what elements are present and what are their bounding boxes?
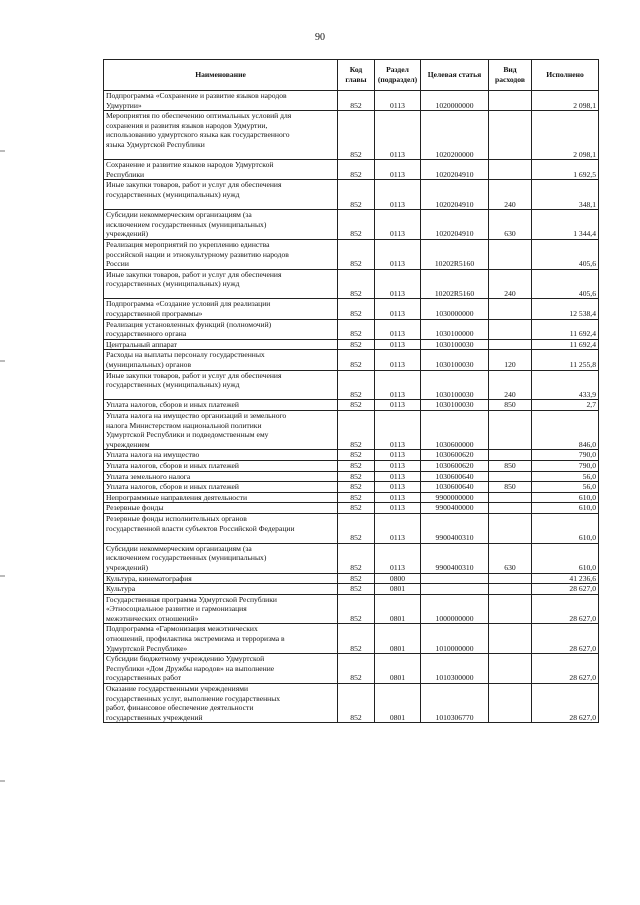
table-row — [104, 584, 599, 595]
row-name — [104, 299, 338, 319]
row-code: 852 — [338, 299, 375, 319]
header-amount: Исполнено — [532, 60, 599, 91]
row-article: 1030100030 — [421, 350, 489, 370]
row-section: 0801 — [375, 584, 421, 595]
table-row — [104, 180, 599, 210]
row-name-line: Иные закупки товаров, работ и услуг для обеспечения — [106, 370, 282, 380]
row-code: 852 — [338, 482, 375, 493]
row-name — [104, 654, 338, 684]
row-name-line: работ, финансовое обеспечение деятельности — [106, 703, 254, 713]
row-name-line: учреждением — [106, 439, 150, 449]
row-name — [104, 594, 338, 624]
row-kind — [489, 239, 532, 269]
row-code: 852 — [338, 350, 375, 370]
row-article: 1030600640 — [421, 482, 489, 493]
margin-mark — [0, 780, 5, 782]
row-section: 0801 — [375, 594, 421, 624]
row-amount: 610,0 — [532, 492, 599, 503]
row-code: 852 — [338, 573, 375, 584]
table-row — [104, 460, 599, 471]
row-name-line: Иные закупки товаров, работ и услуг для обеспечения — [106, 269, 282, 279]
row-kind — [489, 339, 532, 350]
row-code: 852 — [338, 513, 375, 543]
row-code: 852 — [338, 339, 375, 350]
table-body — [104, 91, 599, 723]
row-kind — [489, 91, 532, 111]
row-section: 0113 — [375, 91, 421, 111]
row-section: 0113 — [375, 239, 421, 269]
row-code: 852 — [338, 91, 375, 111]
row-article: 9900400000 — [421, 503, 489, 514]
row-kind — [489, 450, 532, 461]
row-article: 1010300000 — [421, 654, 489, 684]
row-name-line — [106, 200, 335, 210]
row-name — [104, 111, 338, 160]
row-name-line: России — [106, 259, 129, 269]
row-name-line: налога Министерством национальной политики — [106, 420, 262, 430]
row-code: 852 — [338, 210, 375, 240]
row-kind — [489, 471, 532, 482]
row-name-line: Субсидии бюджетному учреждению Удмуртской — [106, 654, 265, 664]
row-code: 852 — [338, 503, 375, 514]
row-name — [104, 411, 338, 450]
row-amount: 1 692,5 — [532, 160, 599, 180]
row-name-line: Субсидии некоммерческим организациям (за — [106, 210, 252, 220]
row-kind — [489, 513, 532, 543]
row-name — [104, 91, 338, 111]
row-amount: 405,6 — [532, 239, 599, 269]
row-name — [104, 543, 338, 573]
row-name-line: Уплата налогов, сборов и иных платежей — [106, 482, 239, 492]
row-name-line: Культура — [106, 584, 136, 594]
budget-execution-table — [103, 59, 599, 723]
row-name-line: языка Удмуртской Республики — [106, 139, 205, 149]
row-article: 1030000000 — [421, 299, 489, 319]
row-section: 0113 — [375, 482, 421, 493]
row-kind: 630 — [489, 210, 532, 240]
table-row — [104, 319, 599, 339]
row-name — [104, 684, 338, 723]
table-row — [104, 239, 599, 269]
row-article: 1020204910 — [421, 210, 489, 240]
row-name — [104, 319, 338, 339]
row-section: 0801 — [375, 624, 421, 654]
row-code: 852 — [338, 543, 375, 573]
row-name — [104, 210, 338, 240]
row-kind — [489, 299, 532, 319]
row-name-line: межэтнических отношений» — [106, 613, 199, 623]
margin-mark — [0, 575, 5, 577]
table-header-row — [104, 60, 599, 91]
row-code: 852 — [338, 584, 375, 595]
row-name-line: Уплата налога на имущество организаций и земельного — [106, 411, 287, 420]
row-amount: 433,9 — [532, 370, 599, 400]
row-name-line: государственных услуг, выполнение государственных — [106, 693, 281, 703]
row-kind: 240 — [489, 370, 532, 400]
table-row — [104, 450, 599, 461]
table-row — [104, 370, 599, 400]
row-name-line: Уплата налогов, сборов и иных платежей — [106, 400, 239, 410]
row-name-line: Иные закупки товаров, работ и услуг для обеспечения — [106, 180, 282, 190]
row-name-line: Удмуртии» — [106, 100, 142, 110]
row-section: 0113 — [375, 160, 421, 180]
row-name-line: исключением государственных (муниципальных) — [106, 553, 267, 563]
row-amount: 11 255,8 — [532, 350, 599, 370]
row-amount: 1 344,4 — [532, 210, 599, 240]
row-name-line: Центральный аппарат — [106, 339, 178, 349]
row-code: 852 — [338, 239, 375, 269]
row-amount: 28 627,0 — [532, 654, 599, 684]
row-name-line: Расходы на выплаты персоналу государственных — [106, 350, 265, 360]
row-amount: 28 627,0 — [532, 684, 599, 723]
row-article: 1020204910 — [421, 180, 489, 210]
row-kind: 850 — [489, 482, 532, 493]
row-article: 1030100000 — [421, 319, 489, 339]
row-kind — [489, 624, 532, 654]
row-name-line: Подпрограмма «Создание условий для реализации — [106, 299, 271, 309]
row-article: 1030100030 — [421, 339, 489, 350]
row-code: 852 — [338, 654, 375, 684]
row-name — [104, 471, 338, 482]
row-name-line: государственных работ — [106, 673, 182, 683]
row-code: 852 — [338, 450, 375, 461]
row-name-line: Оказание государственными учреждениями — [106, 684, 249, 694]
row-name-line: учреждений) — [106, 229, 148, 239]
row-code: 852 — [338, 460, 375, 471]
row-kind — [489, 111, 532, 160]
margin-mark — [0, 360, 5, 362]
header-name: Наименование — [104, 60, 338, 91]
row-name-line: исключением государственных (муниципальных) — [106, 219, 267, 229]
table-row — [104, 471, 599, 482]
row-code: 852 — [338, 269, 375, 299]
row-name — [104, 370, 338, 400]
table-row — [104, 400, 599, 411]
row-section: 0113 — [375, 111, 421, 160]
row-amount: 348,1 — [532, 180, 599, 210]
header-code: Код главы — [338, 60, 375, 91]
row-kind — [489, 573, 532, 584]
row-kind: 630 — [489, 543, 532, 573]
row-section: 0113 — [375, 180, 421, 210]
row-name-line: Реализация мероприятий по укреплению единства — [106, 239, 270, 249]
row-amount: 2 098,1 — [532, 91, 599, 111]
row-kind — [489, 503, 532, 514]
row-kind — [489, 584, 532, 595]
row-name — [104, 460, 338, 471]
row-article: 1020200000 — [421, 111, 489, 160]
row-code: 852 — [338, 624, 375, 654]
row-name-line: отношений, профилактика экстремизма и терроризма в — [106, 634, 285, 644]
table-row — [104, 91, 599, 111]
row-kind — [489, 319, 532, 339]
row-name — [104, 350, 338, 370]
row-kind — [489, 411, 532, 450]
row-name-line: российской нации и этнокультурному развитию народов — [106, 249, 289, 259]
row-name-line: Уплата земельного налога — [106, 471, 191, 481]
header-kind: Вид расходов — [489, 60, 532, 91]
row-code: 852 — [338, 160, 375, 180]
row-article: 1020000000 — [421, 91, 489, 111]
row-section: 0801 — [375, 654, 421, 684]
table-row — [104, 513, 599, 543]
row-kind: 240 — [489, 269, 532, 299]
row-name-line: государственных (муниципальных) нужд — [106, 380, 240, 390]
row-article: 9900400310 — [421, 543, 489, 573]
row-amount: 405,6 — [532, 269, 599, 299]
row-kind — [489, 684, 532, 723]
row-name-line: Уплата налогов, сборов и иных платежей — [106, 460, 239, 470]
row-name-line: Удмуртской Республики и подведомственным ему — [106, 430, 269, 440]
row-amount: 28 627,0 — [532, 584, 599, 595]
row-article: 1020204910 — [421, 160, 489, 180]
row-section: 0113 — [375, 210, 421, 240]
row-section: 0113 — [375, 492, 421, 503]
row-code: 852 — [338, 411, 375, 450]
row-article — [421, 584, 489, 595]
row-code: 852 — [338, 319, 375, 339]
table-row — [104, 269, 599, 299]
row-name — [104, 624, 338, 654]
row-code: 852 — [338, 111, 375, 160]
row-name-line: (муниципальных) органов — [106, 360, 192, 370]
row-amount: 610,0 — [532, 543, 599, 573]
row-amount: 2,7 — [532, 400, 599, 411]
row-code: 852 — [338, 400, 375, 411]
row-section: 0113 — [375, 350, 421, 370]
row-kind: 240 — [489, 180, 532, 210]
row-name — [104, 339, 338, 350]
row-name-line: учреждений) — [106, 562, 148, 572]
table-row — [104, 339, 599, 350]
row-article: 9900000000 — [421, 492, 489, 503]
row-section: 0801 — [375, 684, 421, 723]
row-name — [104, 239, 338, 269]
row-name-line: Реализация установленных функций (полномочий) — [106, 319, 272, 329]
row-name-line: государственного органа — [106, 329, 187, 339]
table-row — [104, 543, 599, 573]
row-name — [104, 513, 338, 543]
row-article — [421, 573, 489, 584]
row-amount: 11 692,4 — [532, 319, 599, 339]
row-name-line: государственных (муниципальных) нужд — [106, 189, 240, 199]
row-amount: 2 098,1 — [532, 111, 599, 160]
row-name — [104, 400, 338, 411]
row-amount: 11 692,4 — [532, 339, 599, 350]
row-amount: 790,0 — [532, 450, 599, 461]
row-article: 1030600620 — [421, 460, 489, 471]
row-name-line: государственной власти субъектов Российской Федерации — [106, 523, 295, 533]
row-code: 852 — [338, 370, 375, 400]
table-row — [104, 299, 599, 319]
row-section: 0113 — [375, 471, 421, 482]
table-row — [104, 411, 599, 450]
row-kind — [489, 594, 532, 624]
row-section: 0113 — [375, 460, 421, 471]
row-name-line: Мероприятия по обеспечению оптимальных условий для — [106, 111, 292, 121]
row-code: 852 — [338, 684, 375, 723]
row-name — [104, 450, 338, 461]
row-section: 0113 — [375, 503, 421, 514]
header-section: Раздел (подраздел) — [375, 60, 421, 91]
row-name-line — [106, 289, 335, 299]
row-article: 1030600620 — [421, 450, 489, 461]
row-name-line: Уплата налога на имущество — [106, 450, 200, 460]
row-amount: 790,0 — [532, 460, 599, 471]
table-row — [104, 624, 599, 654]
row-kind: 850 — [489, 400, 532, 411]
row-article: 1030600000 — [421, 411, 489, 450]
table-row — [104, 503, 599, 514]
row-name-line — [106, 150, 335, 160]
row-kind — [489, 160, 532, 180]
row-article: 1030100030 — [421, 400, 489, 411]
row-amount: 610,0 — [532, 503, 599, 514]
row-article: 10202R5160 — [421, 269, 489, 299]
row-name-line: Непрограммные направления деятельности — [106, 492, 248, 502]
table-row — [104, 111, 599, 160]
row-article: 1010306770 — [421, 684, 489, 723]
table-row — [104, 654, 599, 684]
row-name-line: Культура, кинематография — [106, 573, 192, 583]
row-name-line: сохранения и развития языков народов Удмуртии, — [106, 120, 268, 130]
row-name — [104, 269, 338, 299]
row-name — [104, 482, 338, 493]
row-section: 0113 — [375, 299, 421, 319]
row-name-line: Субсидии некоммерческим организациям (за — [106, 543, 252, 553]
margin-mark — [0, 150, 5, 152]
row-code: 852 — [338, 180, 375, 210]
row-section: 0113 — [375, 411, 421, 450]
row-section: 0113 — [375, 339, 421, 350]
table-row — [104, 350, 599, 370]
row-article: 1030600640 — [421, 471, 489, 482]
table-row — [104, 482, 599, 493]
row-name-line: государственных (муниципальных) нужд — [106, 279, 240, 289]
header-article: Целевая статья — [421, 60, 489, 91]
row-name-line: Республики «Дом Дружбы народов» на выполнение — [106, 663, 275, 673]
row-name — [104, 503, 338, 514]
row-amount: 610,0 — [532, 513, 599, 543]
row-name — [104, 160, 338, 180]
row-article: 10202R5160 — [421, 239, 489, 269]
row-article: 1030100030 — [421, 370, 489, 400]
row-section: 0113 — [375, 370, 421, 400]
row-name — [104, 584, 338, 595]
row-article: 9900400310 — [421, 513, 489, 543]
row-kind — [489, 654, 532, 684]
row-name-line: использованию удмуртского языка как государственного — [106, 130, 290, 140]
row-name — [104, 573, 338, 584]
row-name-line: Резервные фонды исполнительных органов — [106, 513, 247, 523]
table-row — [104, 684, 599, 723]
table-row — [104, 594, 599, 624]
row-amount: 56,0 — [532, 471, 599, 482]
row-code: 852 — [338, 594, 375, 624]
row-kind — [489, 492, 532, 503]
row-name-line: Подпрограмма «Сохранение и развитие языков народов — [106, 91, 287, 100]
row-article: 1010000000 — [421, 624, 489, 654]
row-amount: 41 236,6 — [532, 573, 599, 584]
row-kind: 120 — [489, 350, 532, 370]
row-name-line — [106, 533, 335, 543]
row-kind: 850 — [489, 460, 532, 471]
row-amount: 12 538,4 — [532, 299, 599, 319]
page-number: 90 — [315, 32, 325, 43]
row-amount: 28 627,0 — [532, 594, 599, 624]
row-name — [104, 180, 338, 210]
row-name-line: Удмуртской Республике» — [106, 643, 188, 653]
table-row — [104, 160, 599, 180]
row-code: 852 — [338, 471, 375, 482]
row-amount: 846,0 — [532, 411, 599, 450]
row-code: 852 — [338, 492, 375, 503]
row-section: 0113 — [375, 513, 421, 543]
row-section: 0800 — [375, 573, 421, 584]
row-name-line: Подпрограмма «Гармонизация межэтнических — [106, 624, 258, 634]
row-name-line: «Этносоциальное развитие и гармонизация — [106, 604, 247, 614]
table-row — [104, 492, 599, 503]
row-name-line: государственной программы» — [106, 309, 203, 319]
row-name-line — [106, 390, 335, 400]
row-amount: 28 627,0 — [532, 624, 599, 654]
row-name-line: Государственная программа Удмуртской Республики — [106, 594, 277, 604]
row-name-line: Резервные фонды — [106, 503, 164, 513]
row-section: 0113 — [375, 319, 421, 339]
row-section: 0113 — [375, 543, 421, 573]
row-amount: 56,0 — [532, 482, 599, 493]
row-name-line: Сохранение и развитие языков народов Удмуртской — [106, 160, 274, 170]
row-name-line: Республики — [106, 169, 145, 179]
row-section: 0113 — [375, 400, 421, 411]
row-name-line: государственных учреждений — [106, 712, 203, 722]
row-section: 0113 — [375, 269, 421, 299]
row-name — [104, 492, 338, 503]
row-article: 1000000000 — [421, 594, 489, 624]
table-row — [104, 573, 599, 584]
row-section: 0113 — [375, 450, 421, 461]
table-row — [104, 210, 599, 240]
